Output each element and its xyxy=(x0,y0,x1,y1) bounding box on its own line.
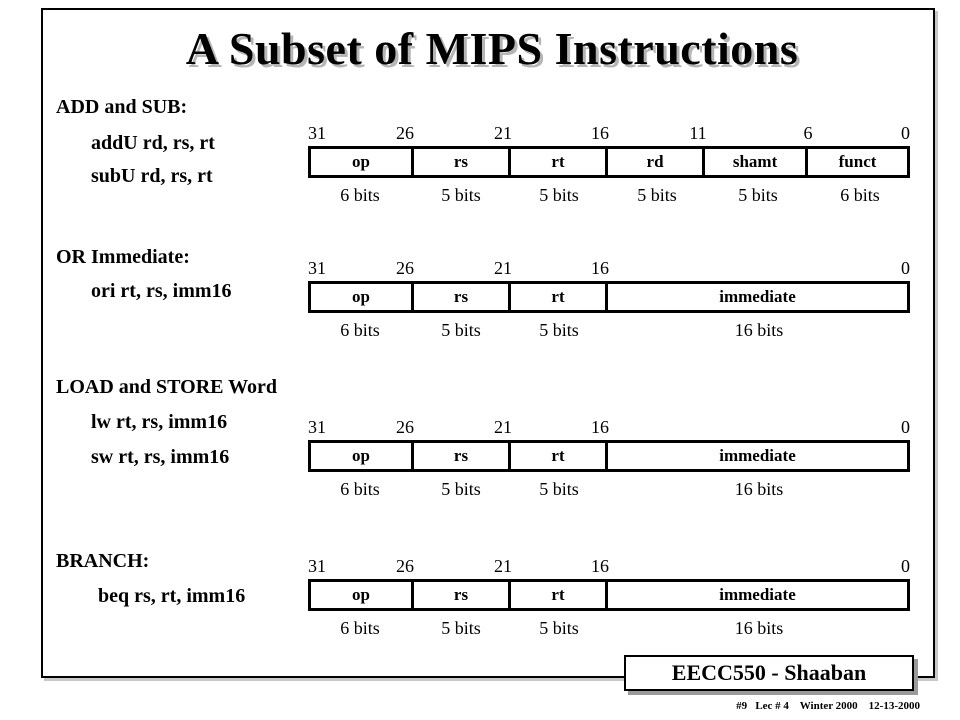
field-width-label: 5 bits xyxy=(738,185,778,205)
field-immediate: immediate xyxy=(719,287,796,306)
heading-branch: BRANCH: xyxy=(56,550,150,572)
bit-position-label: 31 xyxy=(308,123,326,143)
field-rs: rs xyxy=(414,443,511,469)
field-width-label: 16 bits xyxy=(734,320,784,340)
field-width-label: 5 bits xyxy=(637,185,677,205)
field-width-label: 5 bits xyxy=(441,479,481,499)
heading-load-store: LOAD and STORE Word xyxy=(56,376,278,398)
field-width-label: 6 bits xyxy=(340,479,380,499)
instr-subu: subU rd, rs, rt xyxy=(91,165,213,187)
field-rs: rs xyxy=(414,149,511,175)
bit-position-label: 31 xyxy=(308,556,326,576)
field-funct: funct xyxy=(838,152,877,171)
field-op: op xyxy=(311,443,414,469)
bit-position-label: 0 xyxy=(901,556,910,576)
bit-position-label: 21 xyxy=(494,258,512,278)
field-width-label: 6 bits xyxy=(340,185,380,205)
field-width-label: 6 bits xyxy=(840,185,880,205)
ori-format xyxy=(308,258,910,378)
field-op: op xyxy=(311,582,414,608)
field-immediate: immediate xyxy=(719,446,796,465)
bit-position-label: 26 xyxy=(396,417,414,437)
field-width-label: 5 bits xyxy=(441,185,481,205)
bit-position-label: 31 xyxy=(308,417,326,437)
instr-sw: sw rt, rs, imm16 xyxy=(91,446,230,468)
field-width-label: 5 bits xyxy=(539,618,579,638)
instr-ori: ori rt, rs, imm16 xyxy=(91,280,232,302)
field-width-label: 5 bits xyxy=(539,320,579,340)
course-badge: EECC550 - Shaaban xyxy=(624,655,914,691)
field-op: op xyxy=(311,284,414,310)
field-width-label: 5 bits xyxy=(441,618,481,638)
bit-position-label: 31 xyxy=(308,258,326,278)
field-rt: rt xyxy=(511,149,608,175)
bit-position-label: 21 xyxy=(494,123,512,143)
field-width-label: 16 bits xyxy=(734,618,784,638)
field-width-label: 5 bits xyxy=(539,479,579,499)
slide-footer: #9 Lec # 4 Winter 2000 12-13-2000 xyxy=(736,700,920,712)
bit-position-label: 11 xyxy=(689,123,707,143)
r-type-format xyxy=(308,123,910,243)
bit-position-label: 26 xyxy=(396,123,414,143)
field-width-label: 6 bits xyxy=(340,320,380,340)
field-box xyxy=(308,146,910,178)
bit-position-label: 6 xyxy=(803,123,813,143)
bit-position-label: 26 xyxy=(396,556,414,576)
field-shamt: shamt xyxy=(705,149,808,175)
heading-add-sub: ADD and SUB: xyxy=(56,96,188,118)
field-width-label: 5 bits xyxy=(539,185,579,205)
field-rt: rt xyxy=(511,443,608,469)
bit-position-label: 16 xyxy=(591,556,609,576)
bit-position-label: 21 xyxy=(494,417,512,437)
bit-position-label: 26 xyxy=(396,258,414,278)
instr-lw: lw rt, rs, imm16 xyxy=(91,411,228,433)
bit-position-label: 16 xyxy=(591,417,609,437)
bit-position-label: 0 xyxy=(901,123,910,143)
field-op: op xyxy=(311,149,414,175)
slide-title: A Subset of MIPS Instructions xyxy=(185,23,799,74)
field-rs: rs xyxy=(414,284,511,310)
field-rs: rs xyxy=(414,582,511,608)
instr-beq: beq rs, rt, imm16 xyxy=(98,585,246,607)
bit-position-label: 16 xyxy=(591,258,609,278)
field-immediate: immediate xyxy=(719,585,796,604)
bit-position-label: 21 xyxy=(494,556,512,576)
field-width-label: 5 bits xyxy=(441,320,481,340)
bit-position-label: 16 xyxy=(591,123,609,143)
field-width-label: 16 bits xyxy=(734,479,784,499)
bit-position-label: 0 xyxy=(901,417,910,437)
heading-or-immediate: OR Immediate: xyxy=(56,246,190,268)
field-rd: rd xyxy=(608,149,705,175)
field-rt: rt xyxy=(511,284,608,310)
field-box xyxy=(308,440,910,472)
field-box xyxy=(308,281,910,313)
instr-addu: addU rd, rs, rt xyxy=(91,132,215,154)
field-rt: rt xyxy=(511,582,608,608)
field-width-label: 6 bits xyxy=(340,618,380,638)
field-box xyxy=(308,579,910,611)
bit-position-label: 0 xyxy=(901,258,910,278)
load-store-format xyxy=(308,417,910,537)
